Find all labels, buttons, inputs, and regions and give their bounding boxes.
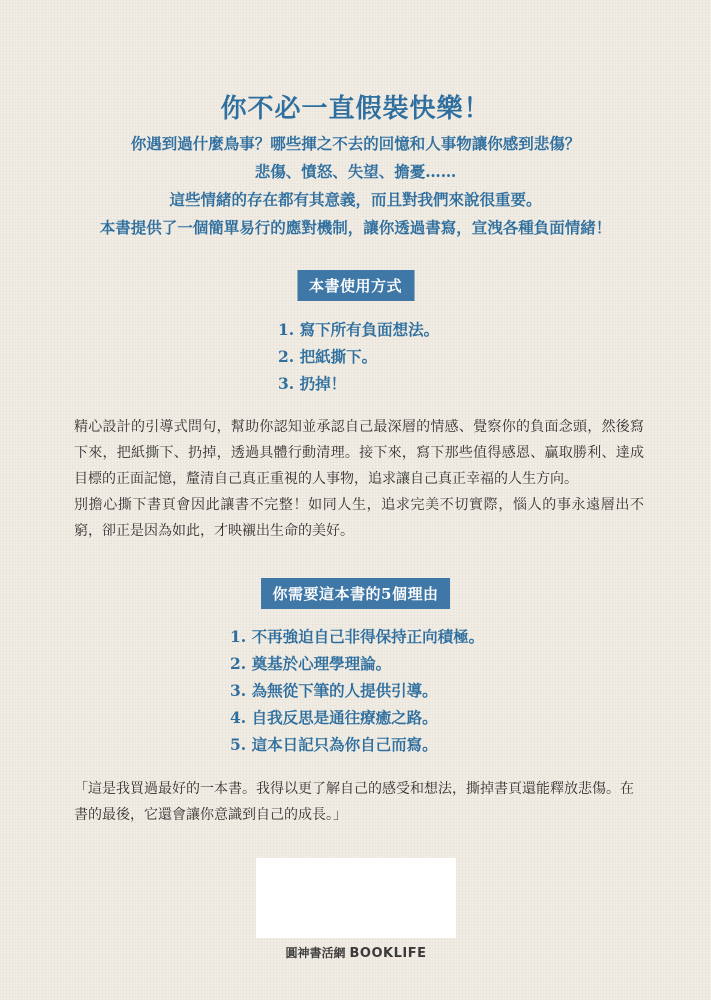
intro-line: 悲傷、憤怒、失望、擔憂…… <box>254 162 457 181</box>
intro-block <box>0 130 711 242</box>
usage-steps-list <box>278 316 439 397</box>
usage-step: 2. 把紙撕下。 <box>278 347 378 366</box>
reason-item: 1. 不再強迫自己非得保持正向積極。 <box>230 627 485 646</box>
publisher-name-en: BOOKLIFE <box>349 946 427 961</box>
reason-item: 5. 這本日記只為你自己而寫。 <box>230 735 438 754</box>
reasons-list <box>230 623 484 758</box>
description-text <box>74 414 644 544</box>
description-paragraph: 別擔心撕下書頁會因此讓書不完整！如同人生，追求完美不切實際，惱人的事永遠層出不窮，卻正是因為如此，才映襯出生命的美好。 <box>74 497 644 539</box>
barcode-area <box>256 858 456 938</box>
publisher-name-cn: 圓神書活網 <box>285 946 346 960</box>
reason-item: 2. 奠基於心理學理論。 <box>230 654 392 673</box>
intro-line: 你遇到過什麼鳥事？哪些揮之不去的回憶和人事物讓你感到悲傷？ <box>130 134 581 153</box>
intro-line: 本書提供了一個簡單易行的應對機制，讓你透過書寫，宣洩各種負面情緒！ <box>99 218 612 237</box>
reasons-section-label: 你需要這本書的5個理由 <box>261 578 451 609</box>
page-title: 你不必一直假裝快樂！ <box>220 94 491 124</box>
usage-step: 1. 寫下所有負面想法。 <box>278 320 440 339</box>
reason-item: 3. 為無從下筆的人提供引導。 <box>230 681 438 700</box>
usage-step: 3. 扔掉！ <box>278 374 347 393</box>
reader-quote: 「這是我買過最好的一本書。我得以更了解自己的感受和想法，撕掉書頁還能釋放悲傷。在書的最後，它還會讓你意識到自己的成長。」 <box>74 781 634 823</box>
description-paragraph: 精心設計的引導式問句，幫助你認知並承認自己最深層的情感、覺察你的負面念頭，然後寫下來，把紙撕下、扔掉，透過具體行動清理。接下來，寫下那些值得感恩、贏取勝利、達成目標的正面記憶，釐清自己真正重視的人事物，追求讓自己真正幸福的人生方向。 <box>74 419 644 487</box>
publisher-logo <box>256 944 456 961</box>
usage-section-label: 本書使用方式 <box>297 270 414 301</box>
intro-line: 這些情緒的存在都有其意義，而且對我們來說很重要。 <box>169 190 542 209</box>
reason-item: 4. 自我反思是通往療癒之路。 <box>230 708 438 727</box>
